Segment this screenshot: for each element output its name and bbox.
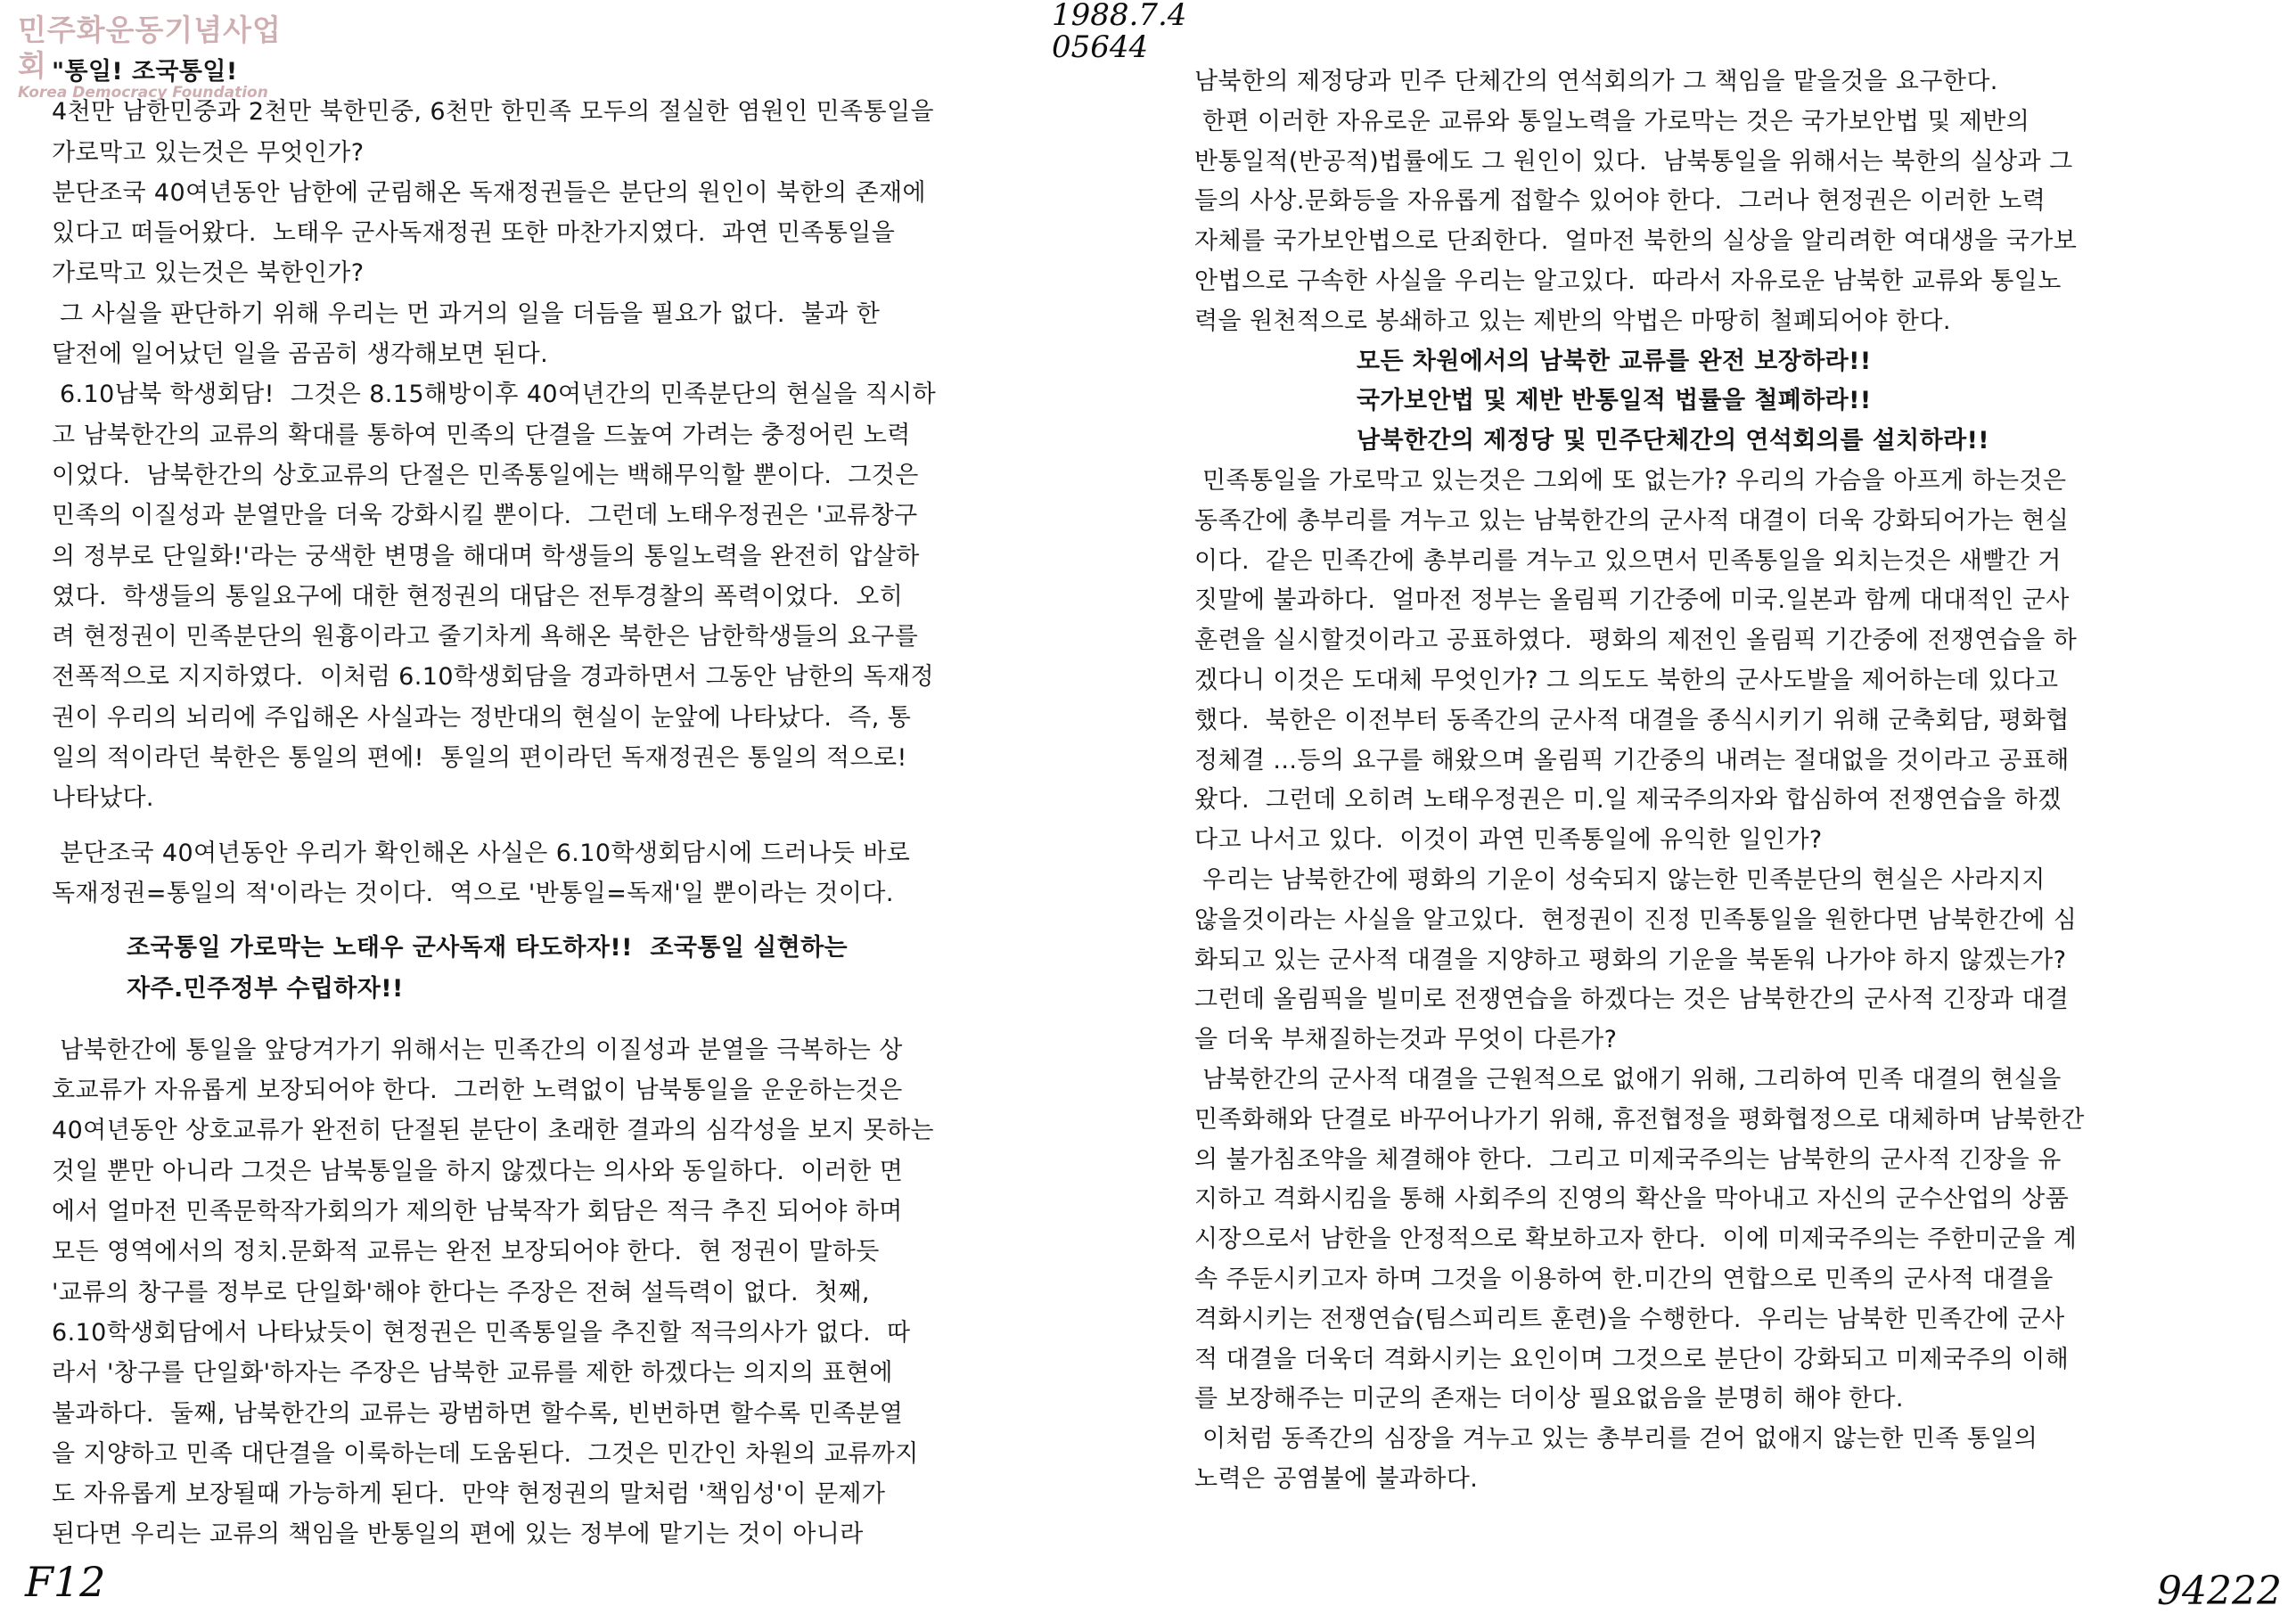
text-line: 지하고 격화시킴을 통해 사회주의 진영의 확산을 막아내고 자신의 군수산업의 상품	[1194, 1185, 2070, 1214]
text-line: 였다. 학생들의 통일요구에 대한 현정권의 대답은 전투경찰의 폭력이었다. 오히	[52, 582, 904, 610]
watermark-english: Korea Democracy Foundation	[18, 84, 268, 102]
slogan-line: 남북한간의 제정당 및 민주단체간의 연석회의를 설치하라!!	[1357, 427, 1989, 455]
handwritten-folder-mark: F12	[25, 1558, 106, 1606]
text-line: 있다고 떠들어왔다. 노태우 군사독재정권 또한 마찬가지였다. 과연 민족통일을	[52, 219, 896, 248]
text-line: 한편 이러한 자유로운 교류와 통일노력을 가로막는 것은 국가보안법 및 제반의	[1194, 107, 2030, 135]
text-line: '교류의 창구를 정부로 단일화'해야 한다는 주장은 전혀 설득력이 없다. 첫째,	[52, 1278, 870, 1307]
text-line: 고 남북한간의 교류의 확대를 통하여 민족의 단결을 드높여 가려는 충정어린 노력	[52, 421, 911, 449]
text-line: 왔다. 그런데 오히려 노태우정권은 미.일 제국주의자와 합심하여 전쟁연습을 하겠	[1194, 786, 2062, 815]
text-line: 가로막고 있는것은 북한인가?	[52, 259, 365, 288]
text-line: 도 자유롭게 보장될때 가능하게 된다. 만약 현정권의 말처럼 '책임성'이 문제가	[52, 1480, 886, 1509]
text-line: 일의 적이라던 북한은 통일의 편에! 통일의 편이라던 독재정권은 통일의 적으로!	[52, 744, 907, 773]
text-line: 남북한간에 통일을 앞당겨가기 위해서는 민족간의 이질성과 분열을 극복하는 상	[52, 1036, 903, 1064]
handwritten-code: 05644	[1052, 29, 1149, 65]
text-line: 호교류가 자유롭게 보장되어야 한다. 그러한 노력없이 남북통일을 운운하는것은	[52, 1077, 903, 1105]
slogan-line: 조국통일 가로막는 노태우 군사독재 타도하자!! 조국통일 실현하는	[127, 934, 849, 963]
text-line: 된다면 우리는 교류의 책임을 반통일의 편에 있는 정부에 맡기는 것이 아니라	[52, 1520, 864, 1549]
text-line: 않을것이라는 사실을 알고있다. 현정권이 진정 민족통일을 원한다면 남북한간에 심	[1194, 905, 2078, 934]
text-line: "통일! 조국통일!	[52, 58, 238, 86]
text-line: 6.10남북 학생회담! 그것은 8.15해방이후 40여년간의 민족분단의 현실을 직시하	[52, 381, 937, 409]
text-line: 다고 나서고 있다. 이것이 과연 민족통일에 유익한 일인가?	[1194, 826, 1823, 855]
text-line: 우리는 남북한간에 평화의 기운이 성숙되지 않는한 민족분단의 현실은 사라지지	[1194, 865, 2046, 894]
text-line: 적 대결을 더욱더 격화시키는 요인이며 그것으로 분단이 강화되고 미제국주의 이해	[1194, 1345, 2070, 1373]
text-line: 겠다니 이것은 도대체 무엇인가? 그 의도도 북한의 군사도발을 제어하는데 있다고	[1194, 666, 2059, 694]
text-line: 불과하다. 둘째, 남북한간의 교류는 광범하면 할수록, 빈번하면 할수록 민족분열	[52, 1399, 904, 1428]
text-line: 정체결 ...등의 요구를 해왔으며 올림픽 기간중의 내려는 절대없을 것이라고 공표해	[1194, 746, 2070, 774]
text-line: 의 정부로 단일화!'라는 궁색한 변명을 해대며 학생들의 통일노력을 완전히 압살하	[52, 542, 920, 570]
text-line: 동족간에 총부리를 겨누고 있는 남북한간의 군사적 대결이 더욱 강화되어가는 현실	[1194, 506, 2070, 535]
text-line: 6.10학생회담에서 나타났듯이 현정권은 민족통일을 추진할 적극의사가 없다. 따	[52, 1318, 911, 1347]
text-line: 가로막고 있는것은 무엇인가?	[52, 138, 365, 167]
text-line: 라서 '창구를 단일화'하자는 주장은 남북한 교류를 제한 하겠다는 의지의 표현에	[52, 1359, 893, 1388]
text-line: 이처럼 동족간의 심장을 겨누고 있는 총부리를 걷어 없애지 않는한 민족 통일의	[1194, 1425, 2038, 1454]
text-line: 력을 원천적으로 봉쇄하고 있는 제반의 악법은 마땅히 철폐되어야 한다.	[1194, 307, 1951, 335]
text-line: 에서 얼마전 민족문학작가회의가 제의한 남북작가 회담은 적극 추진 되어야 하며	[52, 1198, 903, 1226]
text-line: 격화시키는 전쟁연습(팀스피리트 훈련)을 수행한다. 우리는 남북한 민족간에 군사	[1194, 1305, 2065, 1333]
text-line: 민족의 이질성과 분열만을 더욱 강화시킬 뿐이다. 그런데 노태우정권은 '교류창구	[52, 502, 918, 530]
text-line: 분단조국 40여년동안 우리가 확인해온 사실은 6.10학생회담시에 드러나듯 바로	[52, 839, 911, 867]
handwritten-date: 1988.7.4	[1052, 0, 1187, 33]
text-line: 그 사실을 판단하기 위해 우리는 먼 과거의 일을 더듬을 필요가 없다. 불과 한	[52, 299, 881, 328]
text-line: 의 불가침조약을 체결해야 한다. 그리고 미제국주의는 남북한의 군사적 긴장을 유	[1194, 1145, 2062, 1174]
text-line: 을 더욱 부채질하는것과 무엇이 다른가?	[1194, 1026, 1618, 1054]
text-line: 전폭적으로 지지하였다. 이처럼 6.10학생회담을 경과하면서 그동안 남한의 독재정	[52, 663, 934, 692]
text-line: 를 보장해주는 미군의 존재는 더이상 필요없음을 분명히 해야 한다.	[1194, 1385, 1904, 1413]
handwritten-page-number: 94222	[2157, 1569, 2282, 1614]
text-line: 안법으로 구속한 사실을 우리는 알고있다. 따라서 자유로운 남북한 교류와 통일노	[1194, 266, 2062, 295]
text-line: 민족화해와 단결로 바꾸어나가기 위해, 휴전협정을 평화협정으로 대체하며 남북한간	[1194, 1105, 2085, 1134]
slogan-line: 국가보안법 및 제반 반통일적 법률을 철폐하라!!	[1357, 387, 1872, 415]
text-line: 을 지양하고 민족 대단결을 이룩하는데 도움된다. 그것은 민간인 차원의 교류까지	[52, 1439, 919, 1468]
text-line: 모든 영역에서의 정치.문화적 교류는 완전 보장되어야 한다. 현 정권이 말하듯	[52, 1238, 880, 1266]
text-line: 4천만 남한민중과 2천만 북한민중, 6천만 한민족 모두의 절실한 염원인 민족통일을	[52, 98, 934, 127]
text-line: 속 주둔시키고자 하며 그것을 이용하여 한.미간의 연합으로 민족의 군사적 대결을	[1194, 1265, 2054, 1293]
text-line: 남북한간의 군사적 대결을 근원적으로 없애기 위해, 그리하여 민족 대결의 현실을	[1194, 1065, 2062, 1094]
text-line: 분단조국 40여년동안 남한에 군림해온 독재정권들은 분단의 원인이 북한의 존재에	[52, 178, 926, 207]
slogan-line: 모든 차원에서의 남북한 교류를 완전 보장하라!!	[1357, 347, 1872, 375]
watermark-korean: 민주화운동기념사업회	[18, 12, 282, 83]
text-line: 이었다. 남북한간의 상호교류의 단절은 민족통일에는 백해무익할 뿐이다. 그것은	[52, 461, 919, 489]
text-line: 나타났다.	[52, 784, 154, 813]
text-line: 권이 우리의 뇌리에 주입해온 사실과는 정반대의 현실이 눈앞에 나타났다. 즉, 통	[52, 703, 912, 732]
text-line: 했다. 북한은 이전부터 동족간의 군사적 대결을 종식시키기 위해 군축회담, 평화협	[1194, 706, 2070, 734]
text-line: 민족통일을 가로막고 있는것은 그외에 또 없는가? 우리의 가슴을 아프게 하는것은	[1194, 466, 2067, 495]
text-line: 려 현정권이 민족분단의 원흉이라고 줄기차게 욕해온 북한은 남한학생들의 요구를	[52, 623, 919, 651]
text-line: 것일 뿐만 아니라 그것은 남북통일을 하지 않겠다는 의사와 동일하다. 이러한 면	[52, 1157, 904, 1185]
text-line: 훈련을 실시할것이라고 공표하였다. 평화의 제전인 올림픽 기간중에 전쟁연습을 하	[1194, 627, 2078, 655]
text-line: 들의 사상.문화등을 자유롭게 접할수 있어야 한다. 그러나 현정권은 이러한 노력	[1194, 187, 2046, 216]
text-line: 달전에 일어났던 일을 곰곰히 생각해보면 된다.	[52, 340, 549, 369]
text-line: 이다. 같은 민족간에 총부리를 겨누고 있으면서 민족통일을 외치는것은 새빨간 거	[1194, 546, 2062, 575]
text-line: 자체를 국가보안법으로 단죄한다. 얼마전 북한의 실상을 알리려한 여대생을 국가보	[1194, 227, 2078, 256]
text-line: 화되고 있는 군사적 대결을 지양하고 평화의 기운을 북돋워 나가야 하지 않겠는가?	[1194, 946, 2067, 974]
left-column	[52, 52, 1166, 1555]
text-line: 노력은 공염불에 불과하다.	[1194, 1464, 1479, 1493]
text-line: 40여년동안 상호교류가 완전히 단절된 분단이 초래한 결과의 심각성을 보지 못하는	[52, 1117, 934, 1145]
text-line: 남북한의 제정당과 민주 단체간의 연석회의가 그 책임을 맡을것을 요구한다.	[1194, 68, 1998, 95]
text-line: 독재정권=통일의 적'이라는 것이다. 역으로 '반통일=독재'일 뿐이라는 것이다.	[52, 879, 894, 907]
text-line: 그런데 올림픽을 빌미로 전쟁연습을 하겠다는 것은 남북한간의 군사적 긴장과 대결	[1194, 986, 2070, 1014]
text-line: 반통일적(반공적)법률에도 그 원인이 있다. 남북통일을 위해서는 북한의 실상과 그	[1194, 147, 2073, 176]
text-line: 짓말에 불과하다. 얼마전 정부는 올림픽 기간중에 미국.일본과 함께 대대적인 군사	[1194, 586, 2070, 615]
text-line: 시장으로서 남한을 안정적으로 확보하고자 한다. 이에 미제국주의는 주한미군을 계	[1194, 1225, 2078, 1254]
right-column	[1194, 62, 2268, 1500]
slogan-line: 자주.민주정부 수립하자!!	[127, 974, 404, 1003]
